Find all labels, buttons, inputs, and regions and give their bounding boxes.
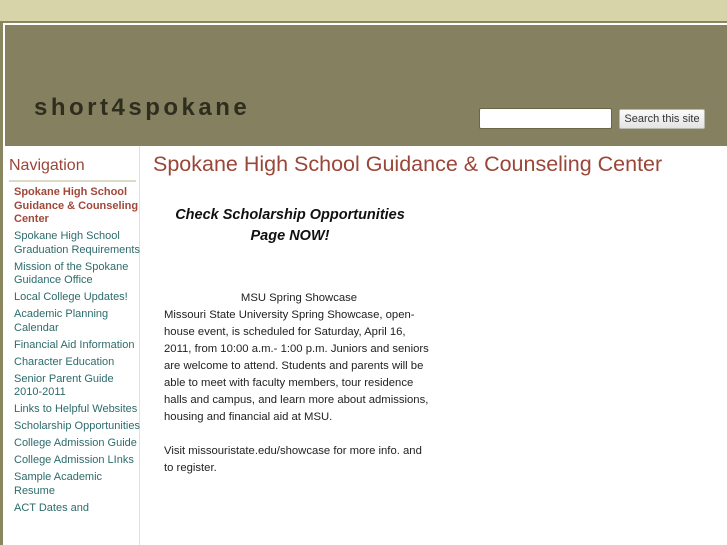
nav-item-graduation-requirements[interactable]: Spokane High School Graduation Requirements xyxy=(14,230,140,256)
nav-list xyxy=(14,186,140,519)
nav-item-scholarship-opportunities[interactable]: Scholarship Opportunities xyxy=(14,420,140,432)
nav-item-college-admission-links[interactable]: College Admission LInks xyxy=(14,454,134,466)
nav-item-financial-aid[interactable]: Financial Aid Information xyxy=(14,338,135,351)
paragraph-spacer xyxy=(164,426,434,443)
search-input[interactable] xyxy=(479,108,612,129)
article xyxy=(164,290,434,477)
nav-item-mission[interactable]: Mission of the Spokane Guidance Office xyxy=(14,260,129,286)
nav-item-guidance-center[interactable]: Spokane High School Guidance & Counseling Center xyxy=(14,186,139,225)
search-button[interactable]: Search this site xyxy=(619,109,705,129)
nav-item-academic-planning-calendar[interactable]: Academic Planning Calendar xyxy=(14,308,109,334)
nav-item-act-dates[interactable]: ACT Dates and xyxy=(14,501,90,514)
article-title: MSU Spring Showcase xyxy=(240,292,358,304)
nav-item-local-college-updates[interactable]: Local College Updates! xyxy=(14,291,128,303)
nav-divider xyxy=(9,180,136,182)
nav-item-senior-parent-guide[interactable]: Senior Parent Guide 2010-2011 xyxy=(14,372,114,398)
nav-item-sample-academic-resume[interactable]: Sample Academic Resume xyxy=(14,471,103,497)
scholarship-promo: Check Scholarship Opportunities Page NOW! xyxy=(175,207,405,244)
nav-item-helpful-websites[interactable]: Links to Helpful Websites xyxy=(14,403,138,415)
main-content xyxy=(141,146,727,545)
nav-heading: Navigation xyxy=(9,157,85,174)
nav-item-character-education[interactable]: Character Education xyxy=(14,355,115,368)
site-header xyxy=(5,25,727,146)
article-paragraph: Missouri State University Spring Showcase, open-house event, is scheduled for Saturday, April 16, 2011, from 10:00 a.m.- 1:00 p.m. Juniors and seniors are welcome to attend. Students and parents will be able to meet with faculty members, tour residence halls and campus, and learn more about admissions, housing and financial aid at MSU. xyxy=(164,309,429,423)
nav-item-college-admission-guide[interactable]: College Admission Guide xyxy=(14,437,137,449)
article-paragraph-link: Visit missouristate.edu/showcase for more info. and to register. xyxy=(164,445,422,474)
page-frame xyxy=(0,21,727,545)
site-title[interactable]: short4spokane xyxy=(34,94,251,121)
body-area xyxy=(5,146,727,545)
page-title: Spokane High School Guidance & Counseling Center xyxy=(153,152,663,176)
sidebar xyxy=(5,146,140,545)
